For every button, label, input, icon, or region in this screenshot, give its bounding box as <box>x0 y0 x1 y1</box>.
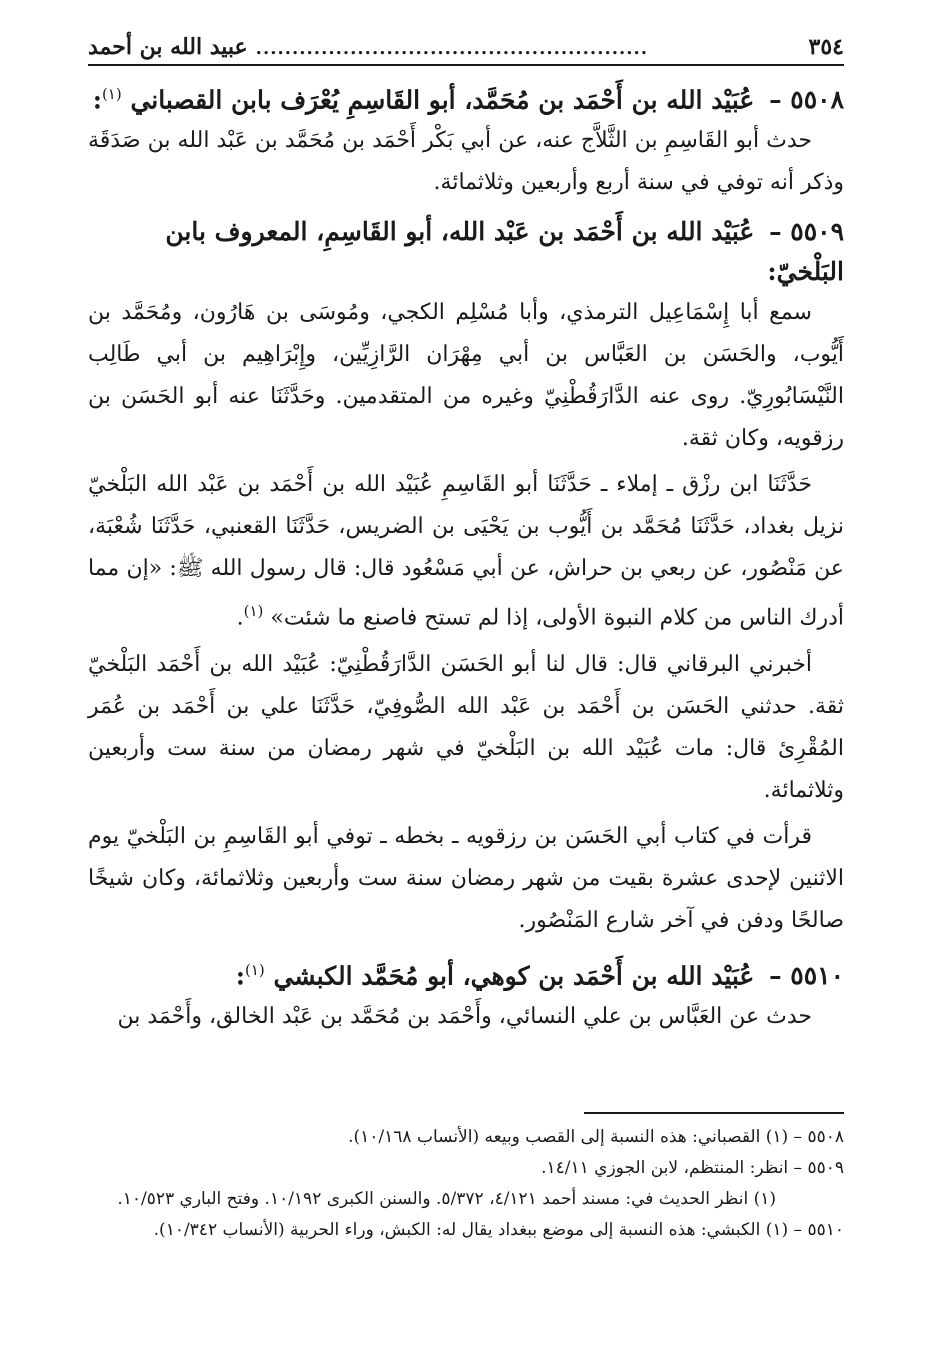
footnote: (١) انظر الحديث في: مسند أحمد ٤/١٢١، ٥/٣٧٢. والسنن الكبرى ١٠/١٩٢. وفتح الباري ١٠/٥٢٣. <box>117 1189 776 1209</box>
running-title: عبيد الله بن أحمد <box>88 34 248 60</box>
entry-paragraph: حدث أبو القَاسِمِ بن الثَّلاَّج عنه، عن أبي بَكْر أَحْمَد بن مُحَمَّد بن عَبْد الله بن صَدَقَة وذكر أنه توفي في سنة أربع وأربعين وثلاثمائة. <box>88 128 844 196</box>
footnote-ref: (١) <box>101 85 122 103</box>
footnote-ref: (١) <box>245 960 265 979</box>
entry-paragraph: قرأت في كتاب أبي الحَسَن بن رزقويه ـ بخطه ـ توفي أبو القَاسِمِ بن البَلْخيّ يوم الاثنين لإحدى عشرة بقيت من شهر رمضان سنة ست وأربعين وثلاثمائة، وكان شيخًا صالحًا ودفن في آخر شارع المَنْصُور. <box>88 823 844 933</box>
entry-heading-5510: ٥٥١٠ – عُبَيْد الله بن أَحْمَد بن كوهي، أبو مُحَمَّد الكبشي $^{(١)}$: <box>235 960 844 990</box>
entry-paragraph: أخبرني البرقاني قال: قال لنا أبو الحَسَن الدَّارَقُطْنِيّ: عُبَيْد الله بن أَحْمَد البَلْخيّ ثقة. حدثني الحَسَن بن أَحْمَد بن عَبْد الله الصُّوفِيّ، حَدَّثَنَا علي بن أَحْمَد بن عُمَر المُقْرِئ قال: مات عُبَيْد الله بن البَلْخيّ في شهر رمضان من سنة ست وأربعين وثلاثمائة. <box>88 651 845 803</box>
footnote: ٥٥٠٩ – انظر: المنتظم، لابن الجوزي ١٤/١١. <box>541 1158 844 1178</box>
footnotes <box>88 1122 844 1246</box>
entry-heading-5508: ٥٥٠٨ – عُبَيْد الله بن أَحْمَد بن مُحَمَّد، أبو القَاسِمِ يُعْرَف بابن القصباني $^{(١)}$: <box>92 85 844 115</box>
footnote: ٥٥٠٨ – (١) القصباني: هذه النسبة إلى القصب وبيعه (الأنساب ١٠/١٦٨). <box>348 1127 844 1147</box>
page-number: ٣٥٤ <box>808 34 844 60</box>
running-header <box>88 28 844 66</box>
entry-title: عُبَيْد الله بن أَحْمَد بن مُحَمَّد، أبو القَاسِمِ يُعْرَف بابن القصباني <box>130 85 755 115</box>
entry-number: ٥٥١٠ – <box>769 960 844 990</box>
footnote-divider <box>584 1112 844 1114</box>
hadith-paragraph: حَدَّثَنَا ابن رزْق ـ إملاء ـ حَدَّثَنَا أبو القَاسِمِ عُبَيْد الله بن أَحْمَد بن عَبْد الله البَلْخيّ نزيل بغداد، حَدَّثَنَا مُحَمَّد بن أَيُّوب بن يَحْيَى بن الضريس، حَدَّثَنَا القعنبي، حَدَّثَنَا شُعْبَة، عن مَنْصُور، عن ربعي بن حراش، عن أبي مَسْعُود قال: قال رسول الله ﷺ: «إن مما أدرك الناس من كلام النبوة الأولى، إذا لم تستح فاصنع ما شئت» $^{(١)}$. <box>88 472 845 631</box>
entry-paragraph: حدث عن العَبَّاس بن علي النسائي، وأَحْمَد بن مُحَمَّد بن عَبْد الخالق، وأَحْمَد بن <box>117 1003 812 1029</box>
footnote: ٥٥١٠ – (١) الكبشي: هذه النسبة إلى موضع ببغداد يقال له: الكبش، وراء الحربية (الأنساب ١٠/٣٤٢). <box>153 1220 844 1240</box>
entry-number: ٥٥٠٩ – <box>769 217 844 247</box>
entry-heading-5509 <box>88 212 844 292</box>
leader-dots: ...................................................... <box>255 38 649 59</box>
entry-paragraph: سمع أبا إِسْمَاعِيل الترمذي، وأبا مُسْلِم الكجي، ومُوسَى بن هَارُون، ومُحَمَّد بن أَيُّوب، والحَسَن بن العَبَّاس بن أبي مِهْرَان الرَّازِيِّين، وإِبْرَاهِيم بن أبي طَالِب النَّيْسَابُورِيّ. روى عنه الدَّارَقُطْنِيّ وغيره من المتقدمين. وحَدَّثَنَا عنه أبو الحَسَن بن رزقويه، وكان ثقة. <box>88 300 844 452</box>
entry-title: عُبَيْد الله بن أَحْمَد بن كوهي، أبو مُحَمَّد الكبشي <box>273 960 755 990</box>
footnote-ref: (١) <box>243 602 264 621</box>
entry-number: ٥٥٠٨ – <box>769 85 844 115</box>
entry-title: عُبَيْد الله بن أَحْمَد بن عَبْد الله، أبو القَاسِمِ، المعروف بابن البَلْخيّ: <box>165 217 844 287</box>
